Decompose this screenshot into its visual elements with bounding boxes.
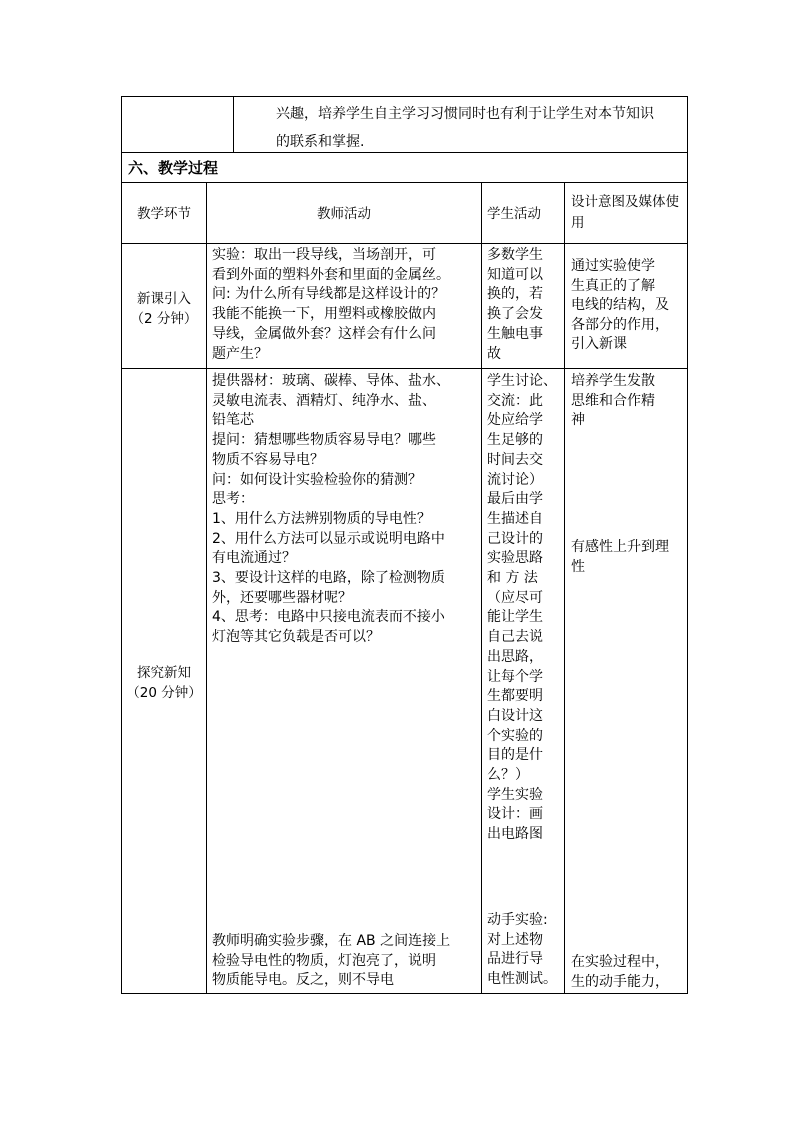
header-stage: 教学环节 bbox=[137, 206, 191, 222]
header-design-text: 设计意图及媒体使用 bbox=[571, 194, 679, 231]
row2-student-bottom: 动手实验: 对上述物 品进行导 电性测试。 bbox=[487, 912, 557, 988]
row2-design-mid: 有感性上升到理 性 bbox=[571, 539, 669, 575]
header-bottom-line bbox=[121, 243, 688, 244]
intro-line-2: 的联系和掌握. bbox=[276, 134, 365, 150]
section-title: 六、教学过程 bbox=[128, 159, 219, 177]
table-border-top bbox=[121, 96, 688, 97]
row2-design-bottom: 在实验过程中， 生的动手能力， bbox=[571, 954, 669, 990]
row1-teacher: 实验：取出一段导线，当场剖开，可 看到外面的塑料外套和里面的金属丝。 问: 为什么所有导线都是这样设计的？ 我能不能换一下，用塑料或橡胶做内 导线，金属做外套？这样会有什么问 题产生？ bbox=[212, 247, 450, 362]
intro-bottom-line bbox=[121, 152, 688, 153]
intro-line-1: 兴趣，培养学生自主学习习惯同时也有利于让学生对本节知识 bbox=[276, 106, 654, 122]
col-divider-1 bbox=[206, 182, 207, 994]
header-teacher: 教师活动 bbox=[317, 206, 371, 222]
row2-student: 学生讨论、 交流：此 处应给学 生足够的 时间去交 流讨论） 最后由学 生描述自 己设计的 实验思路 和 方 法 （应尽可 能让学生 自己去说 出思路， 让每个学 生都要明 白设计这 个实验的 目的是什 么？） 学生实验 设计：画 出电路图 bbox=[487, 373, 557, 843]
header-design bbox=[571, 192, 683, 234]
intro-divider bbox=[233, 96, 234, 152]
table-right-border bbox=[687, 182, 688, 994]
header-student: 学生活动 bbox=[487, 206, 541, 222]
row2-design-top: 培养学生发散 思维和合作精 神 bbox=[571, 373, 655, 429]
row1-bottom-line bbox=[121, 368, 688, 369]
table-bottom-border bbox=[121, 993, 688, 994]
row1-student: 多数学生 知道可以 换的，若 换了会发 生触电事 故 bbox=[487, 247, 543, 362]
row2-stage: 探究新知 （20 分钟） bbox=[126, 665, 202, 701]
col-divider-2 bbox=[481, 182, 482, 994]
col-divider-3 bbox=[564, 182, 565, 994]
row2-teacher-bottom: 教师明确实验步骤，在 AB 之间连接上 检验导电性的物质，灯泡亮了，说明 物质能导电。反之，则不导电 bbox=[212, 933, 451, 989]
row1-stage: 新课引入 （2 分钟） bbox=[130, 291, 198, 327]
table-border-left-top bbox=[121, 96, 122, 182]
row2-teacher: 提供器材：玻璃、碳棒、导体、盐水、 灵敏电流表、酒精灯、纯净水、盐、 铅笔芯 提问：猜想哪些物质容易导电？哪些 物质不容易导电？ 问：如何设计实验检验你的猜测？ 思考： 1、用什么方法辨别物质的导电性？ 2、用什么方法可以显示或说明电路中 有电流通过？ 3、要设计这样的电路，除了检测物质 外，还要哪些器材呢？ 4、思考：电路中只接电流表而不接小 灯泡等其它负载是否可以？ bbox=[212, 373, 450, 646]
row1-design: 通过实验使学 生真正的了解 电线的结构，及 各部分的作用， 引入新课 bbox=[571, 258, 669, 352]
table-border-right-top bbox=[687, 96, 688, 182]
